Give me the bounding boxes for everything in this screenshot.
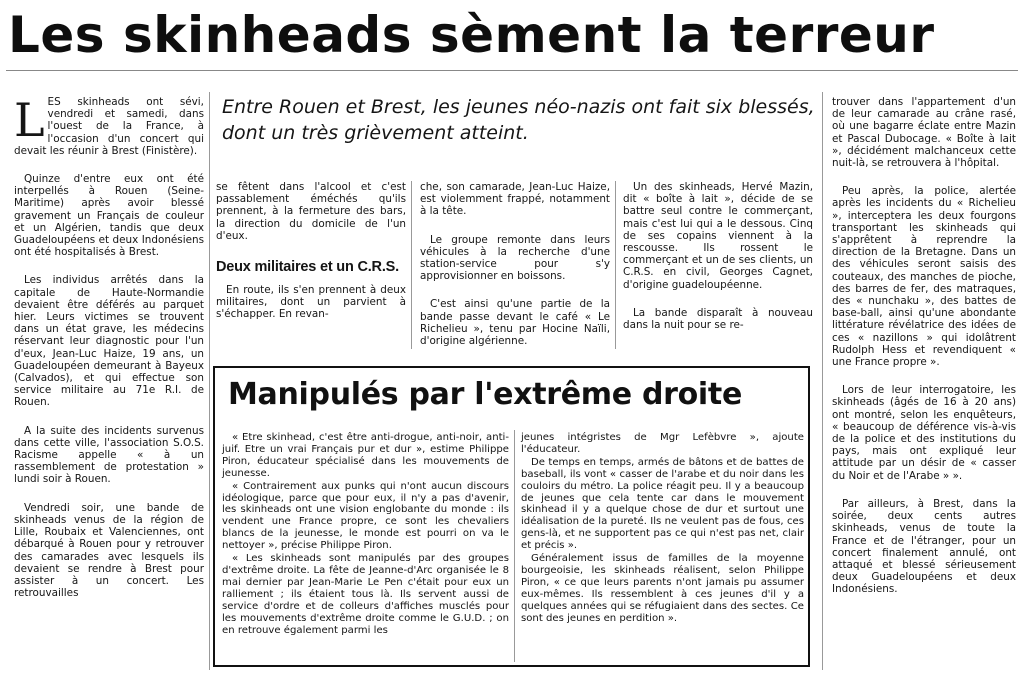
paragraph: Vendredi soir, une bande de skinheads venus de la région de Lille, Roubaix et Valenciennes, ont débarqué à Rouen pour y retrouver des camarades avec lesquels ils devaient se rendre à Brest pour assister à un concert. Les retrouvailles — [14, 501, 204, 600]
paragraph: Par ailleurs, à Brest, dans la soirée, deux cents autres skinheads, venus de toute la France et de l'étranger, pour un concert finalement annulé, ont attaqué et blessé sérieusement deux Guadeloupéens et deux Indonésiens. — [832, 497, 1016, 596]
drop-cap: L — [14, 93, 45, 147]
paragraph: Lors de leur interrogatoire, les skinheads (âgés de 16 à 20 ans) ont montré, selon les enquêteurs, « beaucoup de déférence vis-à-vis de la police et des institutions du pays, mais ont expliqué leur attitude par un désir de « casser du Noir et de l'Arabe » ». — [832, 384, 1016, 482]
lead-text: ES skinheads ont sévi, vendredi et samedi, dans l'ouest de la France, à l'occasion d'un concert qui devait les réunir à Brest (Finistère). — [14, 96, 204, 157]
sidebar-column-left — [222, 432, 509, 637]
headline-rule — [6, 70, 1018, 71]
article-column-2 — [216, 181, 406, 337]
paragraph: Les individus arrêtés dans la capitale de Haute-Normandie devaient être déférés au parquet hier. Leurs victimes se trouvent dans un état grave, les médecins réservant leur diagnostic pour l'un d'eux, Jean-Luc Haize, 19 ans, un Guadeloupéen demeurant à Bayeux (Calvados), et qui effectue son service militaire au 71e R.I. de Rouen. — [14, 274, 204, 409]
standfirst: Entre Rouen et Brest, les jeunes néo-nazis ont fait six blessés, dont un très grièvement atteint. — [222, 96, 815, 144]
paragraph: La bande disparaît à nouveau dans la nuit pour se re- — [623, 306, 813, 332]
paragraph: trouver dans l'appartement d'un de leur camarade au crâne rasé, où une bagarre éclate entre Mazin et Pascal Dubocage. « Boîte à lait », décidément malchanceux cette nuit-là, se retrouvera à l'hôpital. — [832, 96, 1016, 170]
column-rule — [411, 181, 412, 349]
headline: Les skinheads sèment la terreur — [8, 6, 935, 64]
column-rule — [209, 92, 210, 670]
lead-paragraph — [14, 93, 204, 157]
paragraph: Le groupe remonte dans leurs véhicules à la recherche d'une station-service pour s'y approvisionner en boissons. — [420, 233, 610, 283]
column-rule — [822, 92, 823, 670]
paragraph: De temps en temps, armés de bâtons et de battes de baseball, ils vont « casser de l'arabe et du noir dans les couloirs du métro. La police réagit peu. Il y a beaucoup de jeunes que cela tente car dans le mouvement skinhead il y a quelque chose de dur et surtout une idéalisation de la pureté. Ils ne veulent pas de fous, ces gens-là, et ne supportent pas ce qui n'est pas net, clair et précis ». — [521, 456, 804, 552]
paragraph: jeunes intégristes de Mgr Lefèbvre », ajoute l'éducateur. — [521, 432, 804, 455]
paragraph: « Les skinheads sont manipulés par des groupes d'extrême droite. La fête de Jeanne-d'Arc organisée le 8 mai dernier par Jean-Marie Le Pen c'était pour eux un ralliement ; ils étaient tous là. Ils servent aussi de service d'ordre et de colleurs d'affiches musclés pour les mouvements d'extrême droite comme le G.U.D. ; on en retrouve également parmi les — [222, 553, 509, 636]
article-column-3 — [420, 181, 610, 363]
sidebar-title: Manipulés par l'extrême droite — [228, 377, 743, 412]
sidebar-column-right — [521, 432, 804, 626]
paragraph: « Contrairement aux punks qui n'ont aucun discours idéologique, parce que pour eux, il n'y a pas d'avenir, les skinheads ont une vision englobante du monde : ils vendent une France propre, ce sont les chevaliers blancs de la jeunesse, le monde est pourri on va le nettoyer », précise Philippe Piron. — [222, 480, 509, 552]
paragraph: C'est ainsi qu'une partie de la bande passe devant le café « Le Richelieu », tenu par Hocine Naïli, d'origine algérienne. — [420, 298, 610, 348]
paragraph: Un des skinheads, Hervé Mazin, dit « boîte à lait », décide de se battre seul contre le commerçant, mais c'est lui qui a le dessous. Cinq de ses copains viennent à la rescousse. Ils rossent le commerçant et un de ses clients, un C.R.S. en civil, Georges Cagnet, d'origine guadeloupéenne. — [623, 181, 813, 291]
paragraph: Quinze d'entre eux ont été interpellés à Rouen (Seine-Maritime) après avoir blessé gravement un Français de couleur et un Algérien, tandis que deux Guadeloupéens et deux Indonésiens ont été hospitalisés à Brest. — [14, 173, 204, 259]
paragraph: che, son camarade, Jean-Luc Haize, est violemment frappé, notamment à la tête. — [420, 181, 610, 218]
article-column-5 — [832, 96, 1016, 612]
article-column-4 — [623, 181, 813, 347]
paragraph: A la suite des incidents survenus dans cette ville, l'association S.O.S. Racisme appelle « à un rassemblement de protestation » lundi soir à Rouen. — [14, 424, 204, 486]
paragraph: « Etre skinhead, c'est être anti-drogue, anti-noir, anti-juif. Etre un vrai Français pur et dur », estime Philippe Piron, éducateur spécialisé dans les mouvements de jeunesse. — [222, 432, 509, 479]
paragraph: Peu après, la police, alertée après les incidents du « Richelieu », interceptera les deux fourgons transportant les skinheads qui s'apprêtent à reprendre la direction de la Bretagne. Dans un des véhicules seront saisis des couteaux, des manches de pioche, des barres de fer, des matraques, des « nunchaku », des battes de base-ball, ainsi qu'une abondante littérature révélatrice des idées de ces « nazillons » qui idolâtrent Rudolph Hess et revendiquent « une France propre ». — [832, 185, 1016, 369]
column-rule — [615, 181, 616, 349]
paragraph: Généralement issus de familles de la moyenne bourgeoisie, les skinheads réalisent, selon Philippe Piron, « ce que leurs parents n'ont jamais pu assumer eux-mêmes. Ils ressemblent à ces jeunes d'il y a quelques années qui se réfugiaient dans des sectes. Ce sont des jeunes en perdition ». — [521, 553, 804, 624]
subheading: Deux militaires et un C.R.S. — [216, 259, 399, 276]
sidebar-column-rule — [514, 430, 515, 662]
paragraph: se fêtent dans l'alcool et c'est passablement éméchés qu'ils prennent, à la fermeture des bars, la direction du domicile de l'un d'eux. — [216, 181, 406, 242]
paragraph: En route, ils s'en prennent à deux militaires, dont un parvient à s'échapper. En revan- — [216, 284, 406, 321]
article-column-1 — [14, 93, 204, 615]
